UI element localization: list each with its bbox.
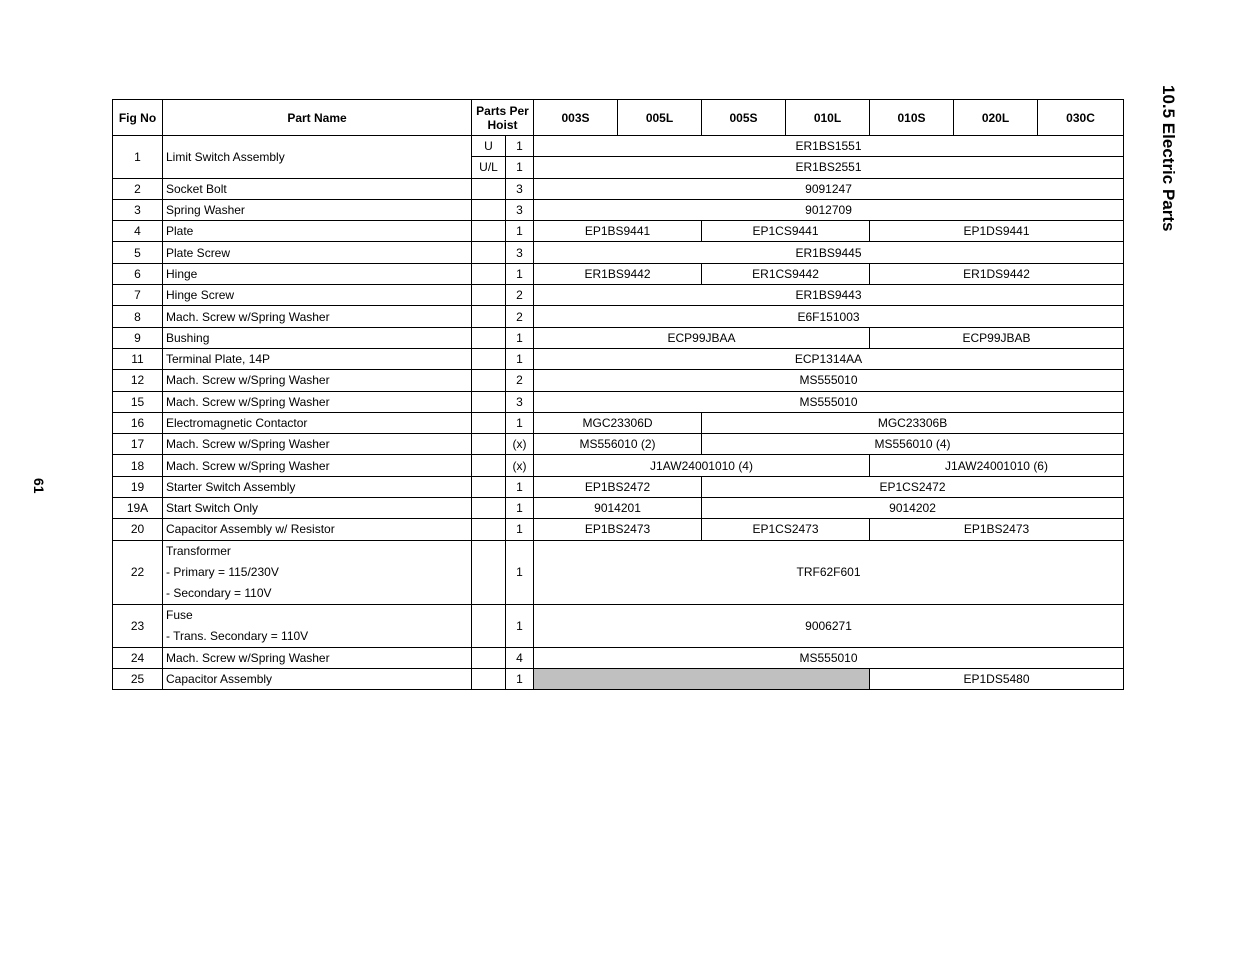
fig-no: 19 [113, 476, 163, 497]
fig-no: 7 [113, 285, 163, 306]
unit-type: U/L [472, 157, 506, 178]
unit-type [472, 263, 506, 284]
table-row [113, 178, 1124, 199]
part-number: EP1BS2473 [870, 519, 1124, 540]
table-row [113, 519, 1124, 540]
part-number: EP1BS2472 [534, 476, 702, 497]
part-number: EP1CS2473 [702, 519, 870, 540]
unit-type [472, 199, 506, 220]
quantity: 3 [506, 391, 534, 412]
table-row [113, 668, 1124, 689]
part-name: Electromagnetic Contactor [163, 412, 472, 433]
part-number: J1AW24001010 (4) [534, 455, 870, 476]
unit-type [472, 242, 506, 263]
part-name: Socket Bolt [163, 178, 472, 199]
fig-no: 16 [113, 412, 163, 433]
fig-no: 9 [113, 327, 163, 348]
header-model: 030C [1038, 100, 1124, 136]
unit-type [472, 348, 506, 369]
fig-no: 3 [113, 199, 163, 220]
part-name: Bushing [163, 327, 472, 348]
header-row [113, 100, 1124, 136]
fig-no: 5 [113, 242, 163, 263]
unit-type [472, 285, 506, 306]
part-number: EP1DS5480 [870, 668, 1124, 689]
fig-no: 18 [113, 455, 163, 476]
quantity: 1 [506, 540, 534, 604]
quantity: 2 [506, 285, 534, 306]
fig-no: 6 [113, 263, 163, 284]
header-model: 005L [618, 100, 702, 136]
part-number: EP1CS2472 [702, 476, 1124, 497]
unit-type [472, 412, 506, 433]
part-number: ER1DS9442 [870, 263, 1124, 284]
part-name: Capacitor Assembly w/ Resistor [163, 519, 472, 540]
part-number: 9014201 [534, 498, 702, 519]
unit-type [472, 306, 506, 327]
part-name: Mach. Screw w/Spring Washer [163, 306, 472, 327]
part-number: EP1CS9441 [702, 221, 870, 242]
part-number: EP1BS9441 [534, 221, 702, 242]
quantity: 1 [506, 498, 534, 519]
part-number: MS555010 [534, 370, 1124, 391]
quantity: 1 [506, 519, 534, 540]
part-name: Mach. Screw w/Spring Washer [163, 370, 472, 391]
table-row [113, 370, 1124, 391]
table-row [113, 391, 1124, 412]
part-name-line: Fuse [166, 607, 193, 622]
fig-no: 12 [113, 370, 163, 391]
table-row [113, 412, 1124, 433]
unit-type [472, 647, 506, 668]
part-number: 9014202 [702, 498, 1124, 519]
quantity: (x) [506, 434, 534, 455]
fig-no: 23 [113, 604, 163, 647]
quantity: 2 [506, 306, 534, 327]
table-row [113, 199, 1124, 220]
part-name: Plate Screw [163, 242, 472, 263]
part-name-line: - Secondary = 110V [166, 585, 272, 600]
part-name [163, 604, 472, 647]
unit-type [472, 540, 506, 604]
part-name-line: Transformer [166, 543, 231, 558]
part-name: Mach. Screw w/Spring Washer [163, 391, 472, 412]
table-row [113, 604, 1124, 647]
fig-no: 19A [113, 498, 163, 519]
part-number: ECP1314AA [534, 348, 1124, 369]
part-number: ER1BS9443 [534, 285, 1124, 306]
fig-no: 11 [113, 348, 163, 369]
unit-type [472, 455, 506, 476]
part-number: ER1CS9442 [702, 263, 870, 284]
fig-no: 20 [113, 519, 163, 540]
unit-type [472, 178, 506, 199]
table-row [113, 285, 1124, 306]
part-number: EP1DS9441 [870, 221, 1124, 242]
unit-type [472, 327, 506, 348]
quantity: 1 [506, 136, 534, 157]
not-applicable-cell [534, 668, 870, 689]
table-row [113, 476, 1124, 497]
table-row [113, 540, 1124, 604]
part-number: ECP99JBAA [534, 327, 870, 348]
quantity: (x) [506, 455, 534, 476]
part-name: Mach. Screw w/Spring Washer [163, 434, 472, 455]
part-number: MGC23306D [534, 412, 702, 433]
quantity: 1 [506, 668, 534, 689]
quantity: 1 [506, 221, 534, 242]
fig-no: 15 [113, 391, 163, 412]
part-number: ER1BS2551 [534, 157, 1124, 178]
part-number: TRF62F601 [534, 540, 1124, 604]
table-row [113, 263, 1124, 284]
part-number: MS556010 (2) [534, 434, 702, 455]
quantity: 1 [506, 157, 534, 178]
part-number: MS555010 [534, 647, 1124, 668]
unit-type [472, 498, 506, 519]
header-part-name: Part Name [163, 100, 472, 136]
header-model: 010S [870, 100, 954, 136]
quantity: 1 [506, 476, 534, 497]
header-model: 010L [786, 100, 870, 136]
quantity: 1 [506, 604, 534, 647]
unit-type [472, 370, 506, 391]
fig-no: 17 [113, 434, 163, 455]
fig-no: 4 [113, 221, 163, 242]
quantity: 3 [506, 178, 534, 199]
part-name: Limit Switch Assembly [163, 136, 472, 179]
table-row [113, 647, 1124, 668]
part-number: 9006271 [534, 604, 1124, 647]
fig-no: 1 [113, 136, 163, 179]
part-name: Plate [163, 221, 472, 242]
part-name: Mach. Screw w/Spring Washer [163, 647, 472, 668]
table-row [113, 221, 1124, 242]
unit-type [472, 221, 506, 242]
unit-type [472, 476, 506, 497]
quantity: 4 [506, 647, 534, 668]
fig-no: 2 [113, 178, 163, 199]
fig-no: 22 [113, 540, 163, 604]
table-row [113, 306, 1124, 327]
part-number: 9012709 [534, 199, 1124, 220]
header-parts-per-hoist: Parts Per Hoist [472, 100, 534, 136]
header-model: 020L [954, 100, 1038, 136]
part-number: MS556010 (4) [702, 434, 1124, 455]
part-name: Capacitor Assembly [163, 668, 472, 689]
unit-type [472, 668, 506, 689]
table-row [113, 455, 1124, 476]
unit-type [472, 519, 506, 540]
section-title: 10.5 Electric Parts [1159, 85, 1178, 232]
unit-type [472, 434, 506, 455]
fig-no: 24 [113, 647, 163, 668]
part-number: J1AW24001010 (6) [870, 455, 1124, 476]
part-name: Hinge [163, 263, 472, 284]
table-row [113, 498, 1124, 519]
part-number: ER1BS9442 [534, 263, 702, 284]
part-name: Start Switch Only [163, 498, 472, 519]
part-number: MGC23306B [702, 412, 1124, 433]
quantity: 1 [506, 327, 534, 348]
header-fig-no: Fig No [113, 100, 163, 136]
part-number: ER1BS9445 [534, 242, 1124, 263]
header-model: 003S [534, 100, 618, 136]
quantity: 1 [506, 263, 534, 284]
part-name-line: - Trans. Secondary = 110V [166, 628, 309, 643]
unit-type [472, 604, 506, 647]
part-number: EP1BS2473 [534, 519, 702, 540]
parts-table [112, 99, 1124, 690]
page-number: 61 [31, 478, 47, 494]
table-row [113, 348, 1124, 369]
part-name: Hinge Screw [163, 285, 472, 306]
table-row [113, 434, 1124, 455]
unit-type [472, 391, 506, 412]
part-number: 9091247 [534, 178, 1124, 199]
fig-no: 8 [113, 306, 163, 327]
table-row [113, 242, 1124, 263]
part-name: Spring Washer [163, 199, 472, 220]
quantity: 3 [506, 242, 534, 263]
quantity: 1 [506, 412, 534, 433]
unit-type: U [472, 136, 506, 157]
table-row [113, 327, 1124, 348]
quantity: 3 [506, 199, 534, 220]
part-number: E6F151003 [534, 306, 1124, 327]
table-row [113, 136, 1124, 157]
fig-no: 25 [113, 668, 163, 689]
part-number: ER1BS1551 [534, 136, 1124, 157]
quantity: 1 [506, 348, 534, 369]
header-model: 005S [702, 100, 786, 136]
part-number: MS555010 [534, 391, 1124, 412]
quantity: 2 [506, 370, 534, 391]
part-name: Mach. Screw w/Spring Washer [163, 455, 472, 476]
part-name: Terminal Plate, 14P [163, 348, 472, 369]
part-name: Starter Switch Assembly [163, 476, 472, 497]
part-number: ECP99JBAB [870, 327, 1124, 348]
part-name [163, 540, 472, 604]
part-name-line: - Primary = 115/230V [166, 564, 279, 579]
